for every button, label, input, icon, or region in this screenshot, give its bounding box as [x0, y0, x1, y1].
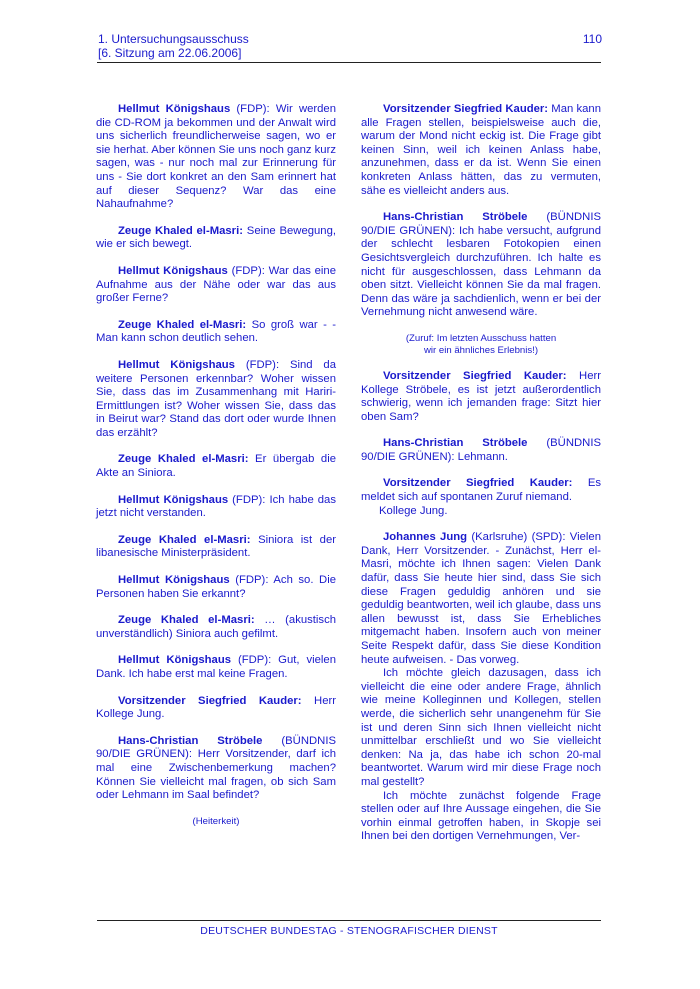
speech-text: So groß war - - Man kann schon deutlich sehen.	[96, 318, 336, 345]
speech-paragraph	[96, 103, 336, 212]
speaker-name: Zeuge Khaled el-Masri:	[118, 453, 249, 466]
speech-paragraph	[96, 225, 336, 252]
header-rule	[97, 62, 601, 63]
jung-statement	[361, 531, 601, 667]
speaker-name: Vorsitzender Siegfried Kauder:	[118, 694, 302, 707]
speech-text: Man kann alle Fragen stellen, beispielsweise auch die, warum der Mond nicht eckig ist. Die Frage gibt keinen Sinn, weil ich keinen Anlass habe, anzunehmen, dass er da ist. Wenn Sie einen konkreten Anlass hätten, das zu vermuten, sähe es vielleicht anders aus.	[361, 103, 601, 197]
heckle-note	[361, 333, 601, 357]
speech-paragraph	[96, 265, 336, 306]
page-number: 110	[582, 32, 602, 46]
speaker-name: Hans-Christian Ströbele	[118, 734, 263, 747]
speaker-name: Hans-Christian Ströbele	[383, 437, 528, 450]
speaker-name: Zeuge Khaled el-Masri:	[118, 614, 255, 627]
speech-paragraph	[96, 453, 336, 480]
left-column	[96, 103, 336, 841]
speaker-name: Hellmut Königshaus	[118, 654, 232, 667]
header-left	[98, 32, 249, 60]
speech-text: Es meldet sich auf spontanen Zuruf niemand.	[361, 477, 602, 504]
jung-paragraph-3: Ich möchte zunächst folgende Frage stellen oder auf Ihre Aussage eingehen, die Sie vorhin einmal getroffen haben, in Skopje sei Ihnen bei den dortigen Vernehmungen, Ver-	[361, 789, 601, 843]
speech-text: Herr Kollege Ströbele, es ist jetzt außerordentlich schwierig, wenn ich jemanden frage: Sitzt hier oben Sam?	[361, 369, 601, 423]
speech-paragraph	[96, 654, 336, 681]
speech-text: (FDP): Gut, vielen Dank. Ich habe erst mal keine Fragen.	[96, 654, 336, 680]
speech-text: (BÜNDNIS 90/DIE GRÜNEN): Herr Vorsitzender, darf ich mal eine Zwischenbemerkung machen? Können Sie vielleicht mal fragen, ob sich Sam oder Lehmann im Saal befindet?	[96, 734, 336, 802]
heckle-note-line2: wir ein ähnliches Erlebnis!)	[423, 344, 539, 356]
applause-note: (Heiterkeit)	[192, 815, 240, 827]
speech-text: (FDP): Wir werden die CD-ROM ja bekommen und der Anwalt wird uns sicherlich freundlicherweise sagen, wo er sie herhat. Aber können Sie uns noch ganz kurz sagen, was - nur noch mal zur Erinnerung für uns - Sie dort konkret an den Sam erinnert hat auf dieser Sequenz? War das eine Nahaufnahme?	[96, 103, 336, 211]
heckle-note-line1: (Zuruf: Im letzten Ausschuss hatten	[405, 332, 557, 344]
speaker-name: Hellmut Königshaus	[118, 358, 235, 371]
speech-text: (Karlsruhe) (SPD): Vielen Dank, Herr Vorsitzender. - Zunächst, Herr el-Masri, möchte ich Ihnen sagen: Vielen Dank dafür, dass Sie heute hier sind, dass Sie sich diese Fragen geduldig anhören und sie geduldig beantworten, weil ich glaube, dass uns allen bewusst ist, dass Sie Erhebliches mitgemacht haben. Insofern auch von meiner Seite Respekt dafür, dass Sie diese Kondition heute aufweisen. - Das vorweg.	[361, 531, 601, 666]
speech-text: (FDP): Ich habe das jetzt nicht verstanden.	[96, 493, 336, 520]
speaker-name: Vorsitzender Siegfried Kauder:	[383, 477, 573, 490]
speech-text-cont: Kollege Jung.	[379, 504, 448, 517]
footer-rule	[97, 920, 601, 921]
speech-paragraph	[361, 437, 601, 464]
speech-paragraph	[96, 359, 336, 441]
speech-text: (FDP): War das eine Aufnahme aus der Nähe oder war das aus großer Ferne?	[96, 264, 337, 305]
speech-text: … (akustisch unverständlich) Siniora auch gefilmt.	[96, 614, 336, 640]
committee-title: 1. Untersuchungsausschuss	[98, 32, 249, 46]
speech-text: Er übergab die Akte an Siniora.	[96, 453, 336, 480]
speaker-name: Johannes Jung	[383, 531, 468, 544]
speech-paragraph	[96, 494, 336, 521]
speaker-name: Zeuge Khaled el-Masri:	[118, 224, 243, 237]
footer-text: DEUTSCHER BUNDESTAG - STENOGRAFISCHER DIENST	[200, 925, 498, 937]
speaker-name: Hellmut Königshaus	[118, 574, 230, 587]
speech-paragraph	[96, 695, 336, 722]
speech-paragraph	[361, 370, 601, 424]
speech-paragraph	[96, 319, 336, 346]
speech-text: (FDP): Sind da weitere Personen erkennbar? Woher wissen Sie, dass das im Zusammenhang mit Hariri-Ermittlungen ist? Woher wissen Sie, dass das in Beirut war? Stand das dort oder wurde Ihnen das erzählt?	[96, 358, 336, 439]
speech-text: Herr Kollege Jung.	[96, 694, 336, 721]
kauder-statement	[361, 477, 601, 518]
speech-text: Seine Bewegung, wie er sich bewegt.	[96, 224, 336, 251]
speech-text: (BÜNDNIS 90/DIE GRÜNEN): Ich habe versucht, aufgrund der schlecht lesbaren Fotokopien einen Gesichtsvergleich durchzuführen. Ich halte es nicht für ausgeschlossen, dass Lehmann da oben sitzt. Vielleicht können Sie da mal fragen. Denn das wäre ja sachdienlich, wenn er bei der Vernehmung nicht anwesend wäre.	[361, 211, 601, 319]
speech-paragraph	[361, 103, 601, 198]
speaker-name: Zeuge Khaled el-Masri:	[118, 318, 247, 331]
speech-paragraph	[96, 534, 336, 561]
speech-paragraph	[96, 574, 336, 601]
speaker-name: Hellmut Königshaus	[118, 493, 229, 506]
speaker-name: Hellmut Königshaus	[118, 264, 228, 277]
speech-text: (FDP): Ach so. Die Personen haben Sie erkannt?	[96, 574, 336, 600]
speaker-name: Vorsitzender Siegfried Kauder:	[383, 103, 549, 115]
right-column	[361, 103, 601, 844]
jung-paragraph-2: Ich möchte gleich dazusagen, dass ich vielleicht die eine oder andere Frage, ähnlich wie meine Kolleginnen und Kollegen, stellen werde, die sicherlich sehr unangenehm für Sie ist und deren Sinn sich Ihnen vielleicht nicht unmittelbar erschließt und wo Sie vielleicht denken: Na ja, das habe ich schon 20-mal beantwortet. Warum wird mir diese Frage noch mal gestellt?	[361, 667, 601, 788]
speech-paragraph	[96, 735, 336, 803]
speaker-name: Zeuge Khaled el-Masri:	[118, 533, 251, 546]
speaker-name: Vorsitzender Siegfried Kauder:	[383, 369, 567, 382]
speech-text: Siniora ist der libanesische Ministerpräsident.	[96, 533, 336, 560]
speaker-name: Hellmut Königshaus	[118, 103, 231, 115]
speech-text: (BÜNDNIS 90/DIE GRÜNEN): Lehmann.	[361, 437, 601, 463]
speech-paragraph	[96, 614, 336, 641]
speaker-name: Hans-Christian Ströbele	[383, 211, 528, 224]
session-info: [6. Sitzung am 22.06.2006]	[98, 46, 242, 60]
speech-paragraph	[361, 211, 601, 320]
